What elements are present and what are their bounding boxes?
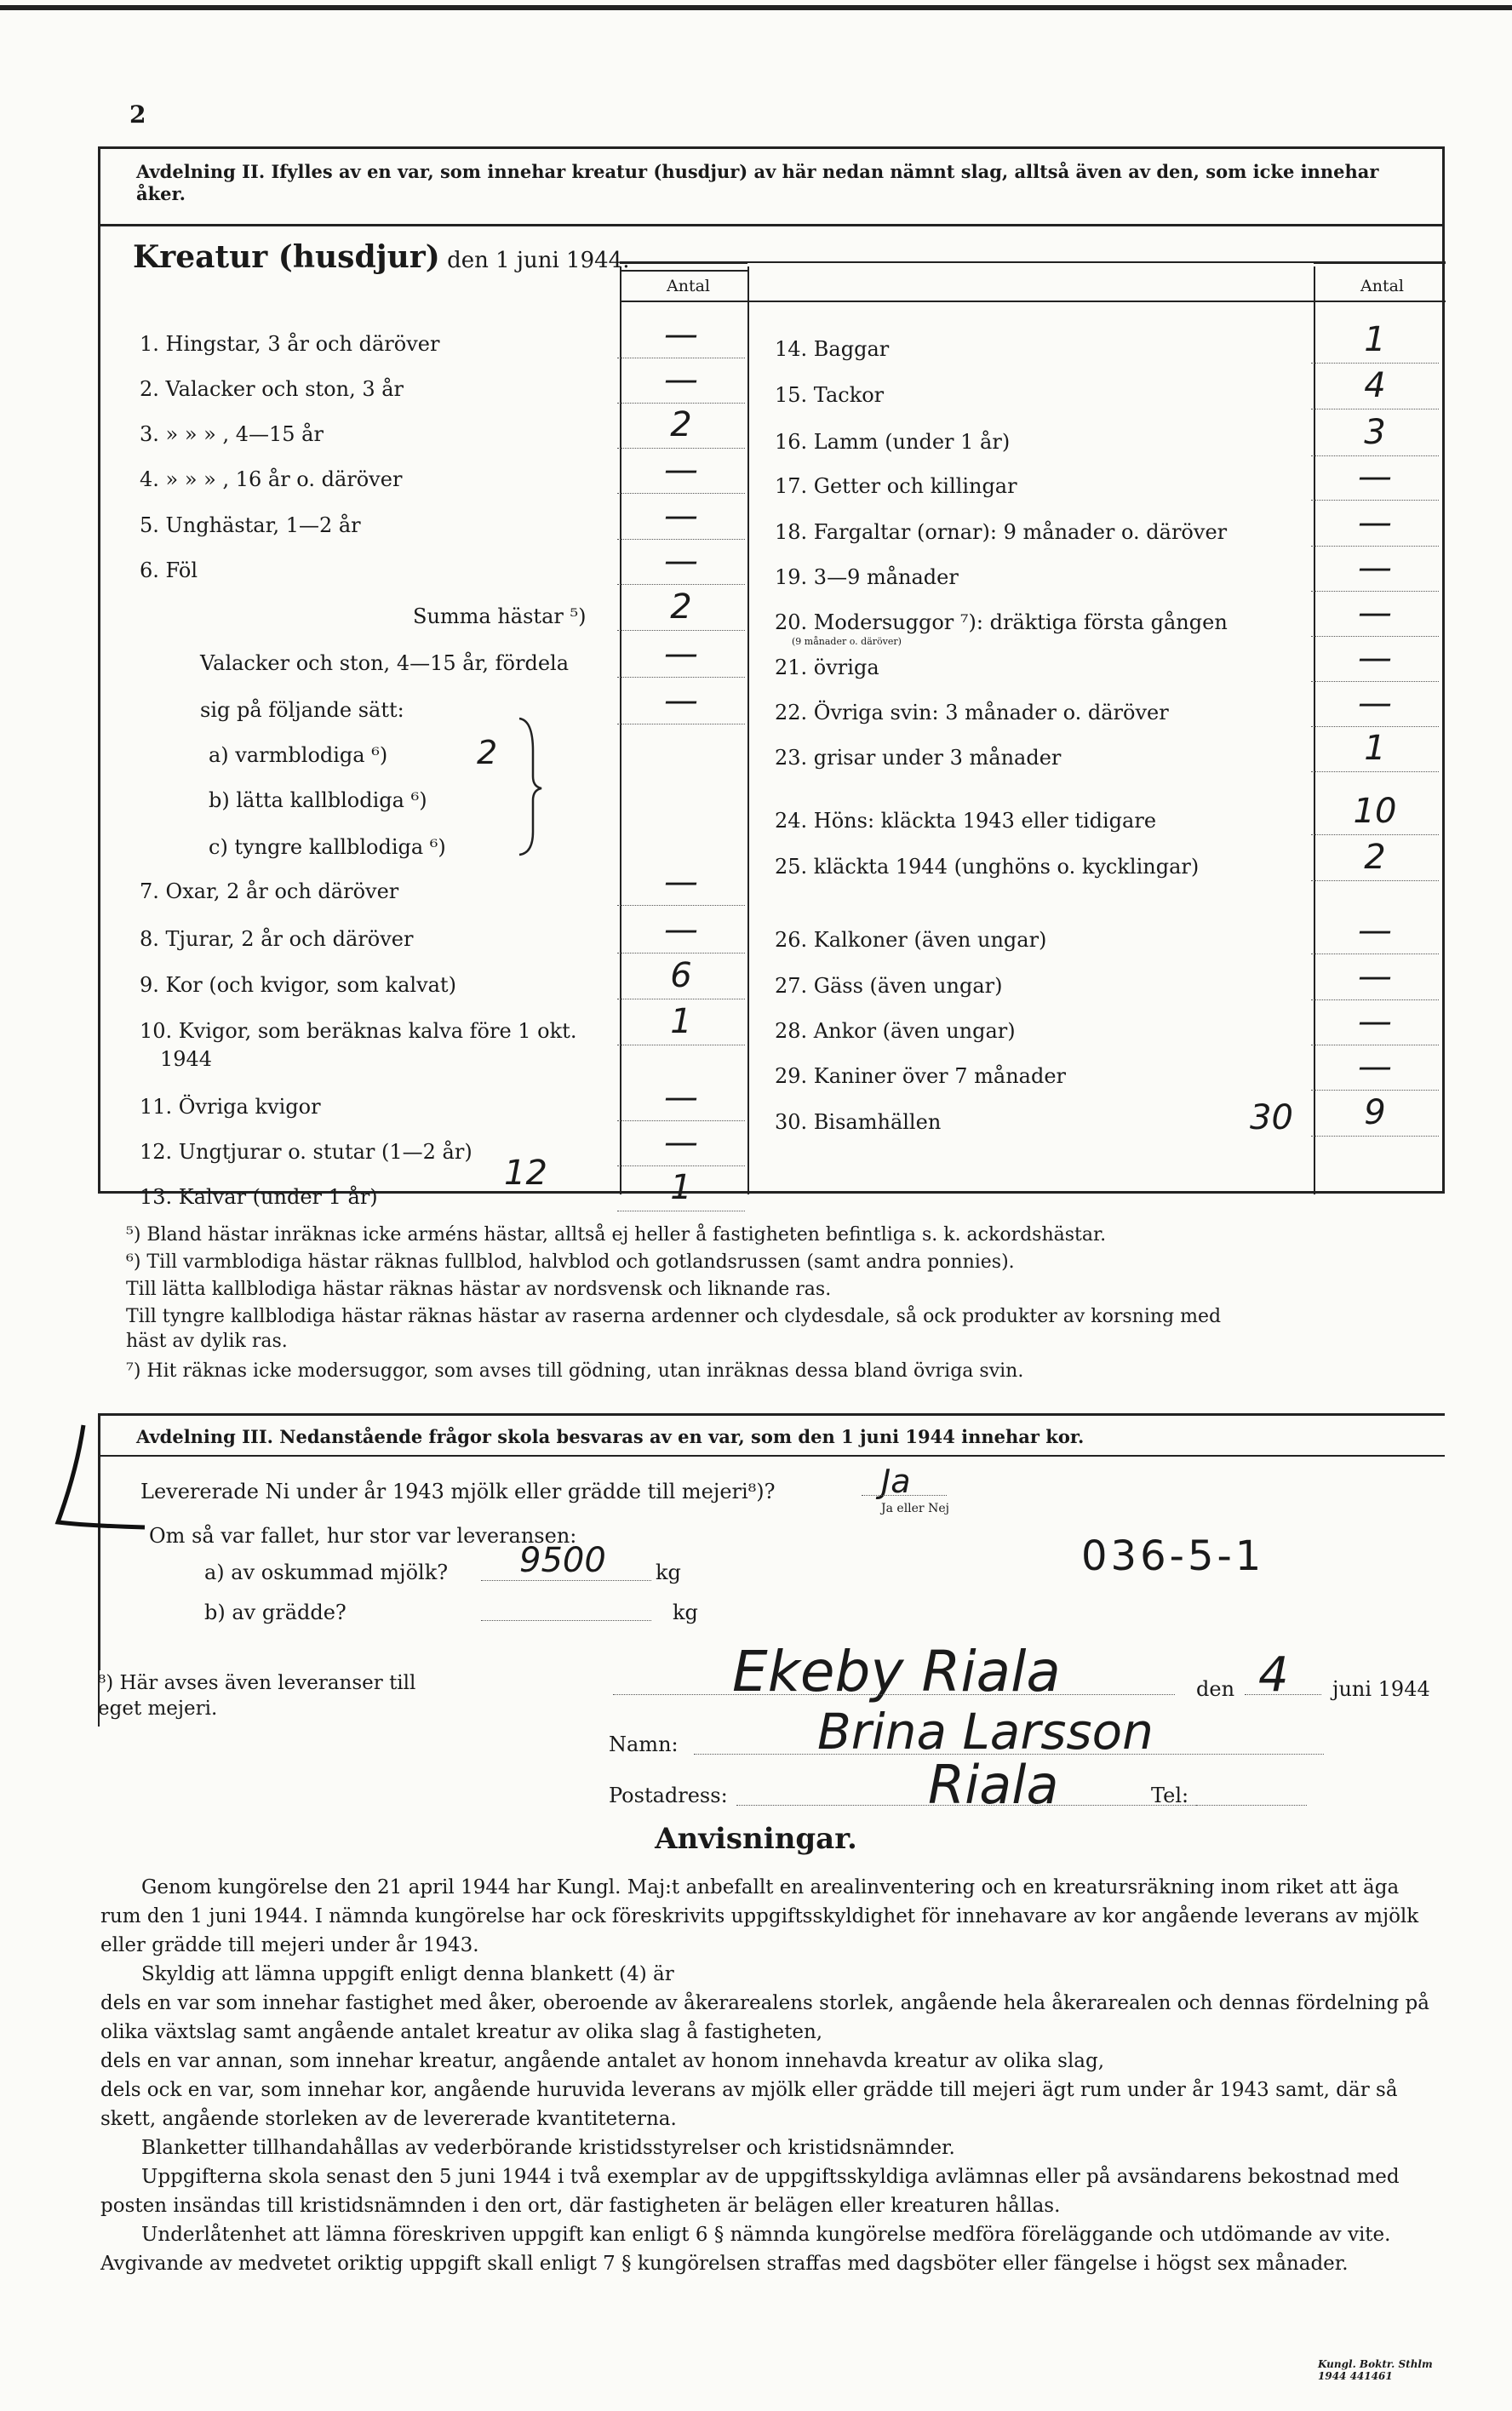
place-line bbox=[613, 1694, 1175, 1695]
left-row-value: — bbox=[664, 910, 698, 949]
right-row-label: 26. Kalkoner (även ungar) bbox=[775, 928, 1047, 952]
right-row-value: — bbox=[1358, 639, 1392, 678]
instruction-paragraph: dels en var som innehar fastighet med åker, oberoende av åkerarealens storlek, angående hela åkerarealen och dennas fördelning på olika växtslag samt angående antalet kreatur av olika slag å fastigheten, bbox=[100, 1992, 1429, 2043]
right-row-value-line bbox=[1311, 1136, 1439, 1137]
name-label: Namn: bbox=[609, 1732, 679, 1756]
left-row-value: — bbox=[664, 862, 698, 902]
q1-options: Ja eller Nej bbox=[881, 1502, 949, 1515]
right-row-value: 2 bbox=[1364, 838, 1386, 877]
left-row-value: — bbox=[664, 496, 698, 535]
right-row-label: 22. Övriga svin: 3 månader o. däröver bbox=[775, 701, 1169, 724]
kreatur-heading bbox=[133, 239, 630, 275]
left-row-value-line bbox=[617, 403, 745, 404]
antal-top-rule bbox=[620, 261, 747, 264]
section-2-divider bbox=[100, 224, 1442, 226]
right-row-value-line bbox=[1311, 999, 1439, 1000]
tel-line bbox=[1196, 1805, 1307, 1806]
right-row-label: 28. Ankor (även ungar) bbox=[775, 1019, 1016, 1043]
instruction-paragraph: Genom kungörelse den 21 april 1944 har Kungl. Maj:t anbefallt en arealinventering och en kreatursräkning inom riket att äga rum den 1 juni 1944. I nämnda kungörelse har ock föreskrivits uppgiftsskyldighet för innehavare av kor angående leverans av mjölk eller grädde till mejeri under år 1943. bbox=[100, 1876, 1419, 1956]
right-row-value-line bbox=[1311, 771, 1439, 772]
signature-day: 4 bbox=[1258, 1647, 1289, 1703]
check-mark-stroke bbox=[51, 1420, 153, 1539]
left-row-value-line bbox=[617, 905, 745, 906]
footnote: ⁵) Bland hästar inräknas icke arméns hästar, alltså ej heller å fastigheten befintliga s. k. ackordshästar. bbox=[126, 1224, 1107, 1246]
right-row-value: — bbox=[1358, 1047, 1392, 1086]
right-row-label: 24. Höns: kläckta 1943 eller tidigare bbox=[775, 809, 1157, 833]
right-row-value: — bbox=[1358, 1002, 1392, 1041]
qa-line bbox=[481, 1580, 651, 1581]
address-line bbox=[736, 1805, 1213, 1806]
bisam-side-note: 30 bbox=[1250, 1098, 1293, 1137]
left-row-label: sig på följande sätt: bbox=[200, 698, 404, 722]
left-row-label: 3. » » » , 4—15 år bbox=[140, 422, 324, 446]
heading-main: Kreatur (husdjur) bbox=[133, 239, 440, 275]
left-row-value: — bbox=[664, 541, 698, 581]
left-antal-col-right bbox=[747, 266, 749, 1194]
qa-text: a) av oskummad mjölk? bbox=[204, 1561, 449, 1584]
printer-stamp: Kungl. Boktr. Sthlm 1944 441461 bbox=[1318, 2358, 1433, 2382]
q1-answer: Ja bbox=[881, 1463, 911, 1500]
right-row-label: 17. Getter och killingar bbox=[775, 474, 1017, 498]
instructions-title: Anvisningar. bbox=[655, 1822, 857, 1856]
right-row-value: 1 bbox=[1364, 729, 1386, 768]
left-row-value: — bbox=[664, 634, 698, 673]
instruction-paragraph: dels en var annan, som innehar kreatur, angående antalet av honom innehavda kreatur av olika slag, bbox=[100, 2050, 1105, 2072]
right-antal-header: Antal bbox=[1360, 277, 1404, 295]
month-year: juni 1944 bbox=[1332, 1677, 1430, 1701]
address-label: Postadress: bbox=[609, 1784, 728, 1807]
instruction-paragraph: Uppgifterna skola senast den 5 juni 1944 i två exemplar av de uppgiftsskyldiga avlämnas eller på avsändarens bekostnad med posten insändas till kristidsnämnden i den ort, där fastigheten är belägen eller kreaturen hållas. bbox=[100, 2166, 1400, 2217]
left-row-label: 6. Föl bbox=[140, 558, 198, 582]
left-row-label: 10. Kvigor, som beräknas kalva före 1 okt. bbox=[140, 1019, 577, 1043]
right-row-value: 10 bbox=[1353, 792, 1397, 831]
left-row-label: c) tyngre kallblodiga ⁶) bbox=[209, 835, 446, 859]
right-row-value: 9 bbox=[1364, 1093, 1386, 1132]
horse-type-bracket bbox=[511, 717, 545, 857]
right-row-value: — bbox=[1358, 548, 1392, 587]
kalvar-side-note: 12 bbox=[504, 1154, 547, 1193]
left-row-value-line bbox=[617, 1120, 745, 1121]
left-row-value: — bbox=[664, 450, 698, 490]
left-row-label: 1944 bbox=[160, 1047, 213, 1071]
right-row-value: — bbox=[1358, 957, 1392, 996]
left-row-value: 2 bbox=[670, 405, 692, 444]
left-row-label: 1. Hingstar, 3 år och däröver bbox=[140, 332, 440, 356]
left-row-value: 1 bbox=[670, 1002, 692, 1041]
day-line bbox=[1245, 1694, 1321, 1695]
footnote: ⁶) Till varmblodiga hästar räknas fullblod, halvblod och gotlandsrussen (samt andra ponnies). bbox=[126, 1251, 1015, 1273]
left-row-value-line bbox=[617, 448, 745, 449]
bracket-value: 2 bbox=[477, 734, 498, 771]
left-row-value-line bbox=[617, 677, 745, 678]
left-row-value: — bbox=[664, 1078, 698, 1117]
section-3-divider bbox=[100, 1455, 1445, 1457]
right-row-value: — bbox=[1358, 911, 1392, 950]
right-row-label: 15. Tackor bbox=[775, 383, 885, 407]
right-row-value-line bbox=[1311, 880, 1439, 881]
antal-top-rule-2 bbox=[620, 270, 747, 272]
left-row-value: 2 bbox=[670, 587, 692, 627]
right-row-label: 25. kläckta 1944 (unghöns o. kycklingar) bbox=[775, 855, 1200, 879]
left-row-value: — bbox=[664, 1123, 698, 1162]
right-row-value: — bbox=[1358, 503, 1392, 542]
qa-value: 9500 bbox=[519, 1541, 606, 1580]
right-row-label: 16. Lamm (under 1 år) bbox=[775, 430, 1011, 454]
footnote: ⁷) Hit räknas icke modersuggor, som avses till gödning, utan inräknas dessa bland övriga svin. bbox=[126, 1360, 1024, 1382]
left-row-value-line bbox=[617, 539, 745, 540]
left-row-label: Valacker och ston, 4—15 år, fördela bbox=[200, 651, 570, 675]
right-row-label: 19. 3—9 månader bbox=[775, 565, 959, 589]
left-row-label: Summa hästar ⁵) bbox=[413, 604, 587, 628]
section-2-title: Avdelning II. Ifylles av en var, som innehar kreatur (husdjur) av här nedan nämnt slag, alltså även av den, som icke innehar åker. bbox=[136, 161, 1379, 204]
right-row-value-line bbox=[1311, 500, 1439, 501]
footnote: Till lätta kallblodiga hästar räknas hästar av nordsvensk och liknande ras. bbox=[126, 1279, 832, 1300]
instruction-paragraph: dels ock en var, som innehar kor, angående huruvida leverans av mjölk eller grädde till mejeri ägt rum under år 1943 samt, där så skett, angående storleken av de levererade kvantiteterna. bbox=[100, 2079, 1398, 2130]
left-row-value: — bbox=[664, 360, 698, 399]
instruction-paragraph: Blanketter tillhandahållas av vederbörande kristidsstyrelser och kristidsnämnder. bbox=[141, 2137, 955, 2159]
top-border-line bbox=[0, 5, 1512, 10]
right-row-label: 27. Gäss (även ungar) bbox=[775, 974, 1003, 998]
qa-unit: kg bbox=[656, 1561, 681, 1584]
left-row-label: 7. Oxar, 2 år och däröver bbox=[140, 879, 399, 903]
right-row-value-line bbox=[1311, 1090, 1439, 1091]
left-row-label: 12. Ungtjurar o. stutar (1—2 år) bbox=[140, 1140, 472, 1164]
left-row-value: 1 bbox=[670, 1168, 692, 1207]
left-row-label: b) lätta kallblodiga ⁶) bbox=[209, 788, 427, 812]
left-antal-header: Antal bbox=[667, 277, 710, 295]
footnote: häst av dylik ras. bbox=[126, 1331, 288, 1352]
right-row-label: 23. grisar under 3 månader bbox=[775, 746, 1062, 770]
right-row-value-line bbox=[1311, 636, 1439, 637]
right-row-value-line bbox=[1311, 726, 1439, 727]
right-row-value-line bbox=[1311, 546, 1439, 547]
right-row-label: 29. Kaniner över 7 månader bbox=[775, 1064, 1067, 1088]
left-row-label: 8. Tjurar, 2 år och däröver bbox=[140, 927, 414, 951]
qb-line bbox=[481, 1620, 651, 1621]
right-row-value-line bbox=[1311, 455, 1439, 456]
right-row-label: 20. Modersuggor ⁷): dräktiga första gången bbox=[775, 610, 1228, 634]
q2-text: Om så var fallet, hur stor var leveransen: bbox=[149, 1524, 577, 1548]
right-row-value: 3 bbox=[1364, 413, 1386, 452]
instruction-paragraph: Skyldig att lämna uppgift enligt denna blankett (4) är bbox=[141, 1963, 674, 1985]
right-row-label: 18. Fargaltar (ornar): 9 månader o. däröver bbox=[775, 520, 1228, 544]
left-row-value: — bbox=[664, 681, 698, 720]
instruction-paragraph: Underlåtenhet att lämna föreskriven uppgift kan enligt 6 § nämnda kungörelse medföra föreläggande och utdömande av vite. Avgivande av medvetet oriktig uppgift skall enligt 7 § kungörelsen straffas med dagsböter eller fängelse i högst sex månader. bbox=[100, 2224, 1391, 2275]
left-row-value-line bbox=[617, 1165, 745, 1166]
tel-label: Tel: bbox=[1151, 1784, 1189, 1807]
q1-text: Levererade Ni under år 1943 mjölk eller grädde till mejeri⁸)? bbox=[140, 1480, 776, 1503]
right-row-value-line bbox=[1311, 834, 1439, 835]
left-row-label: 4. » » » , 16 år o. däröver bbox=[140, 467, 403, 491]
left-row-label: 5. Unghästar, 1—2 år bbox=[140, 513, 361, 537]
signature-name: Brina Larsson bbox=[817, 1703, 1154, 1761]
den-label: den bbox=[1196, 1677, 1235, 1701]
footnote: Till tyngre kallblodiga hästar räknas hästar av raserna ardenner och clydesdale, så ock produkter av korsning med bbox=[126, 1306, 1222, 1327]
footnote-8: ⁸) Här avses även leveranser till eget mejeri. bbox=[98, 1672, 416, 1720]
qb-text: b) av grädde? bbox=[204, 1601, 346, 1624]
heading-date: den 1 juni 1944. bbox=[439, 248, 630, 273]
section-3-title: Avdelning III. Nedanstående frågor skola besvaras av en var, som den 1 juni 1944 innehar kor. bbox=[136, 1426, 1085, 1447]
left-row-value: 6 bbox=[670, 956, 692, 995]
right-row-label: 14. Baggar bbox=[775, 337, 890, 361]
ref-code: 036-5-1 bbox=[1081, 1532, 1265, 1580]
antal-right-top-rule bbox=[1314, 261, 1446, 264]
signature-address: Riala bbox=[928, 1754, 1059, 1816]
signature-place: Ekeby Riala bbox=[732, 1639, 1061, 1704]
mid-top-rule bbox=[747, 261, 1314, 263]
left-row-label: 9. Kor (och kvigor, som kalvat) bbox=[140, 973, 456, 997]
left-row-value: — bbox=[664, 315, 698, 354]
left-row-value-line bbox=[617, 584, 745, 585]
right-row-label: 21. övriga bbox=[775, 656, 879, 679]
right-row-value-line bbox=[1311, 681, 1439, 682]
right-row-value: — bbox=[1358, 684, 1392, 723]
page-number: 2 bbox=[129, 100, 146, 129]
modersuggor-note: (9 månader o. däröver) bbox=[792, 636, 902, 647]
right-row-value: — bbox=[1358, 457, 1392, 496]
q1-answer-line bbox=[862, 1495, 947, 1496]
left-row-value-line bbox=[617, 953, 745, 954]
right-row-value-line bbox=[1311, 591, 1439, 592]
left-row-label: a) varmblodiga ⁶) bbox=[209, 743, 388, 767]
left-row-value-line bbox=[617, 630, 745, 631]
right-row-value-line bbox=[1311, 363, 1439, 364]
right-row-label: 30. Bisamhällen bbox=[775, 1110, 942, 1134]
right-row-value: 4 bbox=[1364, 366, 1386, 405]
left-row-label: 13. Kalvar (under 1 år) bbox=[140, 1185, 378, 1209]
right-row-value: 1 bbox=[1364, 320, 1386, 359]
left-row-value-line bbox=[617, 493, 745, 494]
header-bottom-rule bbox=[620, 301, 1446, 302]
right-row-value: — bbox=[1358, 593, 1392, 633]
left-row-label: 2. Valacker och ston, 3 år bbox=[140, 377, 404, 401]
left-row-label: 11. Övriga kvigor bbox=[140, 1095, 321, 1119]
qb-unit: kg bbox=[673, 1601, 698, 1624]
